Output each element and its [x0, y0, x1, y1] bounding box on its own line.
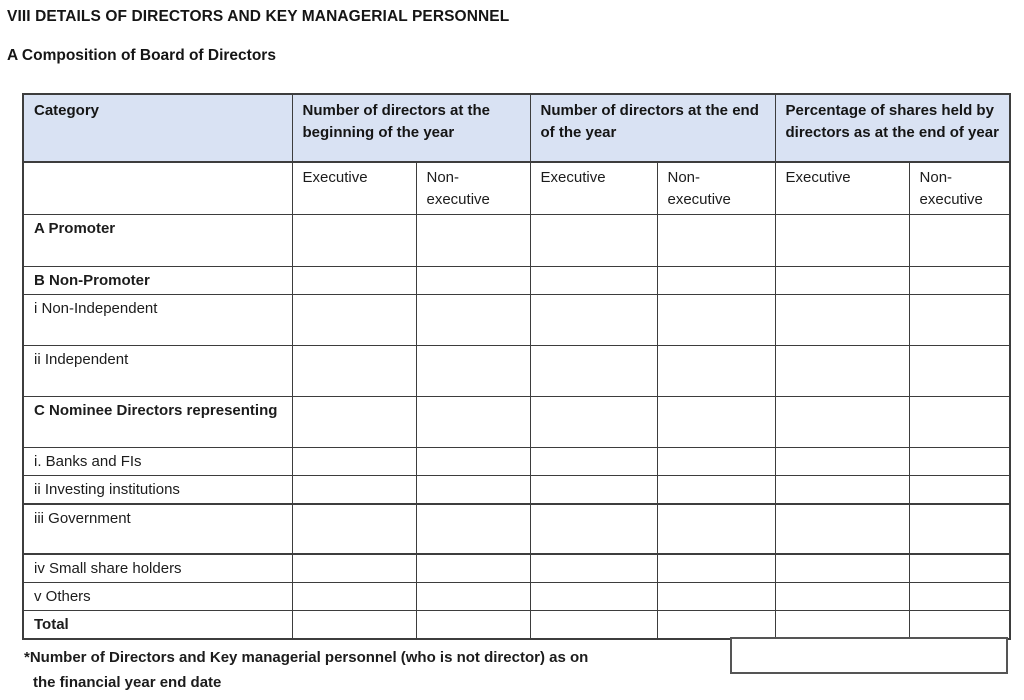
empty-cell: [775, 294, 909, 345]
empty-cell: [657, 345, 775, 396]
subheader-executive: Executive: [292, 162, 416, 214]
row-label: i Non-Independent: [23, 294, 292, 345]
subheader-executive: Executive: [775, 162, 909, 214]
section-title: A Composition of Board of Directors: [7, 47, 276, 64]
page-title: VIII DETAILS OF DIRECTORS AND KEY MANAGERIAL PERSONNEL: [7, 8, 510, 25]
empty-cell: [775, 396, 909, 447]
empty-cell: [909, 504, 1010, 554]
subheader-non-executive: Non-executive: [416, 162, 530, 214]
column-header-end-year: Number of directors at the end of the year: [530, 94, 775, 162]
empty-cell: [657, 447, 775, 475]
empty-cell: [775, 475, 909, 504]
empty-cell: [657, 396, 775, 447]
empty-cell: [657, 582, 775, 610]
empty-cell: [530, 504, 657, 554]
table-row: [23, 266, 1010, 294]
empty-cell: [657, 554, 775, 583]
empty-cell: [909, 475, 1010, 504]
footnote: [24, 645, 684, 695]
empty-cell: [909, 582, 1010, 610]
row-label: ii Independent: [23, 345, 292, 396]
empty-cell: [775, 582, 909, 610]
row-label: iii Government: [23, 504, 292, 554]
empty-cell: [909, 345, 1010, 396]
empty-cell: [775, 504, 909, 554]
empty-cell: [775, 214, 909, 266]
empty-cell: [416, 504, 530, 554]
row-label: B Non-Promoter: [23, 266, 292, 294]
empty-cell: [292, 554, 416, 583]
empty-cell: [775, 345, 909, 396]
empty-cell: [416, 214, 530, 266]
empty-cell: [909, 214, 1010, 266]
empty-cell: [530, 396, 657, 447]
kmp-count-field[interactable]: [730, 637, 1008, 674]
empty-cell: [530, 582, 657, 610]
table-row: [23, 475, 1010, 504]
table-row: [23, 345, 1010, 396]
empty-cell: [416, 266, 530, 294]
empty-cell: [657, 266, 775, 294]
empty-cell: [530, 554, 657, 583]
row-label: Total: [23, 610, 292, 639]
empty-cell: [909, 554, 1010, 583]
column-header-category: Category: [23, 94, 292, 162]
empty-cell: [292, 266, 416, 294]
row-label: v Others: [23, 582, 292, 610]
table-row-total: [23, 610, 1010, 639]
empty-cell: [530, 345, 657, 396]
empty-cell: [292, 345, 416, 396]
empty-cell: [416, 610, 530, 639]
row-label: C Nominee Directors representing: [23, 396, 292, 447]
empty-cell: [909, 266, 1010, 294]
empty-cell: [416, 582, 530, 610]
table-row: [23, 294, 1010, 345]
empty-cell: [292, 447, 416, 475]
table-row: [23, 214, 1010, 266]
empty-cell: [292, 294, 416, 345]
empty-cell: [775, 610, 909, 639]
empty-cell: [292, 504, 416, 554]
empty-cell: [416, 475, 530, 504]
empty-cell: [530, 447, 657, 475]
row-label: ii Investing institutions: [23, 475, 292, 504]
empty-cell: [530, 294, 657, 345]
empty-cell: [416, 554, 530, 583]
empty-cell: [530, 475, 657, 504]
subheader-executive: Executive: [530, 162, 657, 214]
empty-cell: [23, 162, 292, 214]
empty-cell: [775, 266, 909, 294]
empty-cell: [292, 475, 416, 504]
table-row: [23, 504, 1010, 554]
row-label: i. Banks and FIs: [23, 447, 292, 475]
empty-cell: [416, 396, 530, 447]
empty-cell: [775, 554, 909, 583]
column-header-pct-shares: Percentage of shares held by directors as at the end of year: [775, 94, 1010, 162]
subheader-non-executive: Non-executive: [657, 162, 775, 214]
empty-cell: [416, 345, 530, 396]
empty-cell: [292, 396, 416, 447]
empty-cell: [909, 610, 1010, 639]
table-row: [23, 582, 1010, 610]
empty-cell: [530, 266, 657, 294]
empty-cell: [530, 214, 657, 266]
empty-cell: [775, 447, 909, 475]
empty-cell: [657, 214, 775, 266]
subheader-non-executive: Non-executive: [909, 162, 1010, 214]
empty-cell: [292, 610, 416, 639]
footnote-line-1: *Number of Directors and Key managerial personnel (who is not director) as on: [24, 649, 589, 666]
table-row: [23, 396, 1010, 447]
empty-cell: [909, 294, 1010, 345]
empty-cell: [657, 475, 775, 504]
row-label: iv Small share holders: [23, 554, 292, 583]
empty-cell: [657, 504, 775, 554]
table-subheader-row: [23, 162, 1010, 214]
empty-cell: [530, 610, 657, 639]
empty-cell: [292, 582, 416, 610]
empty-cell: [657, 610, 775, 639]
empty-cell: [909, 447, 1010, 475]
empty-cell: [416, 447, 530, 475]
column-header-begin-year: Number of directors at the beginning of the year: [292, 94, 530, 162]
empty-cell: [416, 294, 530, 345]
table-row: [23, 554, 1010, 583]
directors-composition-table: [22, 93, 1011, 640]
row-label: A Promoter: [23, 214, 292, 266]
empty-cell: [657, 294, 775, 345]
table-row: [23, 447, 1010, 475]
footnote-line-2: the financial year end date: [33, 674, 222, 691]
empty-cell: [909, 396, 1010, 447]
empty-cell: [292, 214, 416, 266]
table-header-row: [23, 94, 1010, 162]
